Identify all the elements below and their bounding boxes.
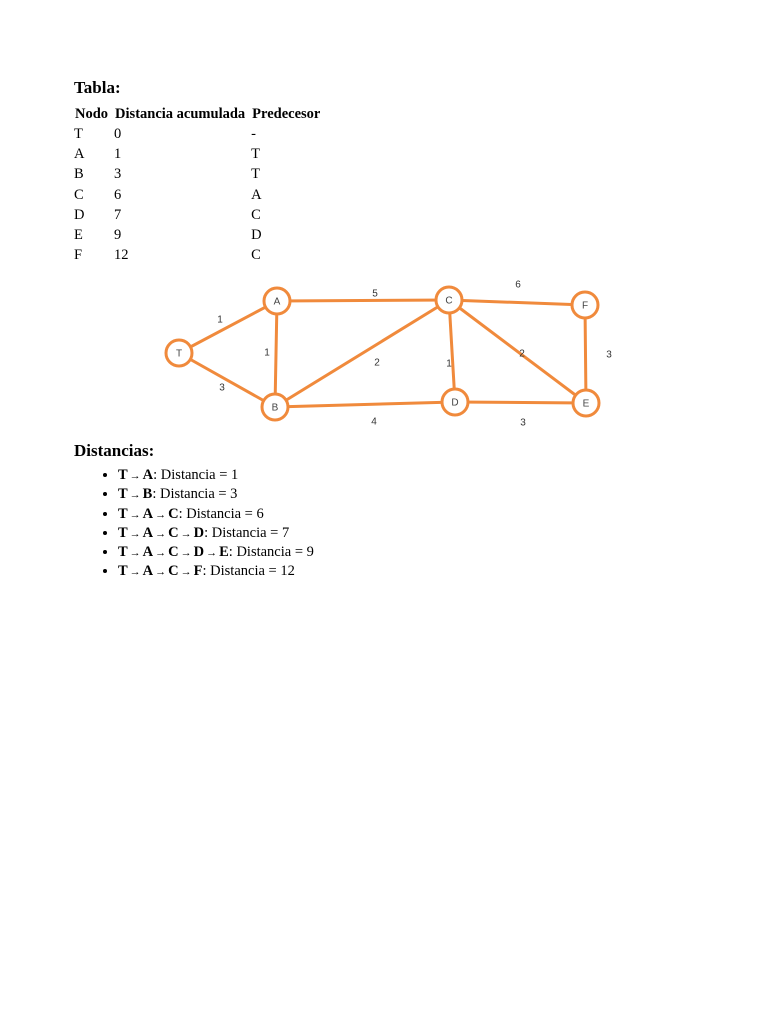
- edge-weight-label: 4: [371, 416, 377, 428]
- cell-distancia: 6: [114, 186, 122, 203]
- arrow-icon: →: [155, 566, 167, 579]
- arrow-icon: →: [180, 547, 192, 560]
- edge-weight-label: 1: [217, 314, 223, 326]
- cell-nodo: A: [74, 145, 85, 162]
- path-label: [118, 506, 179, 522]
- graph-node-a: [264, 288, 290, 314]
- graph-node-b: [262, 394, 288, 420]
- edge-b-c: [275, 300, 449, 407]
- table-row: [72, 185, 324, 205]
- edge-weight-label: 3: [219, 382, 225, 394]
- cell-nodo: E: [74, 227, 83, 244]
- node-label: D: [451, 397, 459, 409]
- path-label: [118, 544, 229, 560]
- table-row: [72, 246, 324, 266]
- distance-text: : Distancia = 12: [202, 563, 295, 580]
- distance-list-item: [118, 485, 314, 504]
- table-row: [72, 225, 324, 245]
- distance-list-item: [118, 505, 314, 524]
- path-node: T: [118, 467, 128, 483]
- edge-c-d: [449, 300, 455, 402]
- cell-nodo: B: [74, 166, 84, 183]
- edge-d-e: [455, 402, 586, 403]
- path-node: C: [168, 505, 179, 522]
- edge-c-f: [449, 300, 585, 305]
- path-node: D: [193, 524, 205, 541]
- arrow-icon: →: [129, 527, 141, 540]
- graph-node-e: [573, 390, 599, 416]
- distancias-heading: Distancias:: [74, 441, 155, 460]
- graph-node-c: [436, 287, 462, 313]
- edge-weight-label: 3: [606, 349, 612, 361]
- arrow-icon: →: [155, 508, 167, 521]
- column-header-predecesor: Predecesor: [252, 106, 321, 122]
- path-label: [118, 486, 152, 502]
- edge-weight-label: 1: [446, 358, 452, 370]
- arrow-icon: →: [129, 566, 141, 579]
- cell-predecesor: C: [251, 206, 261, 223]
- path-label: [118, 525, 204, 541]
- cell-distancia: 3: [114, 166, 122, 183]
- edge-c-e: [449, 300, 589, 403]
- edge-weight-label: 5: [372, 288, 378, 300]
- table-row: [72, 144, 324, 164]
- distance-list-item: [118, 562, 314, 581]
- edge-t-a: [179, 301, 277, 353]
- arrow-icon: →: [180, 566, 192, 579]
- path-node: T: [118, 486, 128, 503]
- edge-weight-label: 6: [515, 279, 521, 291]
- cell-nodo: D: [74, 206, 85, 223]
- path-node: T: [118, 524, 128, 541]
- path-label: [118, 563, 203, 579]
- distance-table: [72, 105, 324, 266]
- cell-predecesor: -: [251, 125, 257, 142]
- edge-weight-label: 3: [520, 417, 526, 429]
- distance-list-item: [118, 524, 314, 543]
- path-node: A: [142, 505, 154, 522]
- path-node: A: [142, 544, 154, 561]
- path-node: C: [168, 544, 179, 561]
- edge-weight-label: 2: [519, 348, 525, 360]
- table-row: [72, 205, 324, 225]
- distance-list-item: [118, 466, 314, 485]
- path-node: C: [168, 524, 179, 541]
- cell-nodo: C: [74, 186, 84, 203]
- edge-f-e: [585, 305, 586, 403]
- path-node: C: [168, 563, 179, 580]
- arrow-icon: →: [129, 508, 141, 521]
- node-label: C: [445, 295, 453, 307]
- arrow-icon: →: [155, 547, 167, 560]
- cell-predecesor: A: [251, 186, 262, 203]
- distance-list: [74, 466, 314, 582]
- node-label: B: [271, 402, 279, 414]
- cell-distancia: 7: [114, 206, 122, 223]
- table-row: [72, 165, 324, 185]
- path-node: T: [118, 544, 128, 561]
- distance-text: : Distancia = 3: [152, 486, 238, 503]
- graph-node-t: [166, 340, 192, 366]
- cell-distancia: 0: [114, 125, 122, 142]
- cell-distancia: 1: [114, 145, 122, 162]
- edge-weight-label: 1: [264, 347, 270, 359]
- path-node: T: [118, 505, 128, 522]
- node-label: A: [273, 296, 281, 308]
- graph-node-d: [442, 389, 468, 415]
- column-header-nodo: Nodo: [75, 106, 109, 122]
- arrow-icon: →: [129, 547, 141, 560]
- table-header-row: [72, 105, 324, 124]
- column-header-distancia: Distancia acumulada: [115, 106, 246, 122]
- cell-distancia: 12: [114, 247, 129, 264]
- distance-list-item: [118, 543, 314, 562]
- path-node: B: [142, 486, 153, 503]
- cell-nodo: T: [74, 125, 83, 142]
- arrow-icon: →: [206, 547, 218, 560]
- graph-node-f: [572, 292, 598, 318]
- edge-t-b: [179, 353, 275, 407]
- edge-b-d: [275, 402, 455, 407]
- path-node: D: [193, 544, 205, 561]
- cell-predecesor: T: [251, 145, 261, 162]
- edge-weight-label: 2: [374, 357, 380, 369]
- distance-text: : Distancia = 6: [178, 505, 264, 522]
- edge-a-c: [277, 300, 449, 301]
- distance-text: : Distancia = 7: [204, 524, 290, 541]
- path-node: E: [219, 544, 229, 561]
- arrow-icon: →: [129, 470, 141, 482]
- cell-predecesor: T: [251, 166, 261, 183]
- path-node: A: [142, 563, 154, 580]
- graph-diagram: [150, 273, 620, 433]
- edge-a-b: [275, 301, 277, 407]
- path-node: T: [118, 563, 128, 580]
- tabla-heading: Tabla:: [74, 78, 121, 97]
- path-node: F: [193, 563, 203, 580]
- distance-text: : Distancia = 9: [228, 544, 314, 561]
- node-label: F: [581, 300, 589, 312]
- path-node: A: [142, 524, 154, 541]
- path-label: [118, 467, 153, 483]
- node-label: T: [175, 348, 183, 360]
- distance-text: : Distancia = 1: [153, 467, 239, 483]
- arrow-icon: →: [180, 527, 192, 540]
- cell-predecesor: D: [251, 227, 262, 244]
- cell-nodo: F: [74, 247, 83, 264]
- path-node: A: [142, 467, 154, 483]
- node-label: E: [582, 398, 590, 410]
- arrow-icon: →: [155, 527, 167, 540]
- cell-distancia: 9: [114, 227, 122, 244]
- table-row: [72, 124, 324, 144]
- arrow-icon: →: [129, 489, 141, 502]
- cell-predecesor: C: [251, 247, 261, 264]
